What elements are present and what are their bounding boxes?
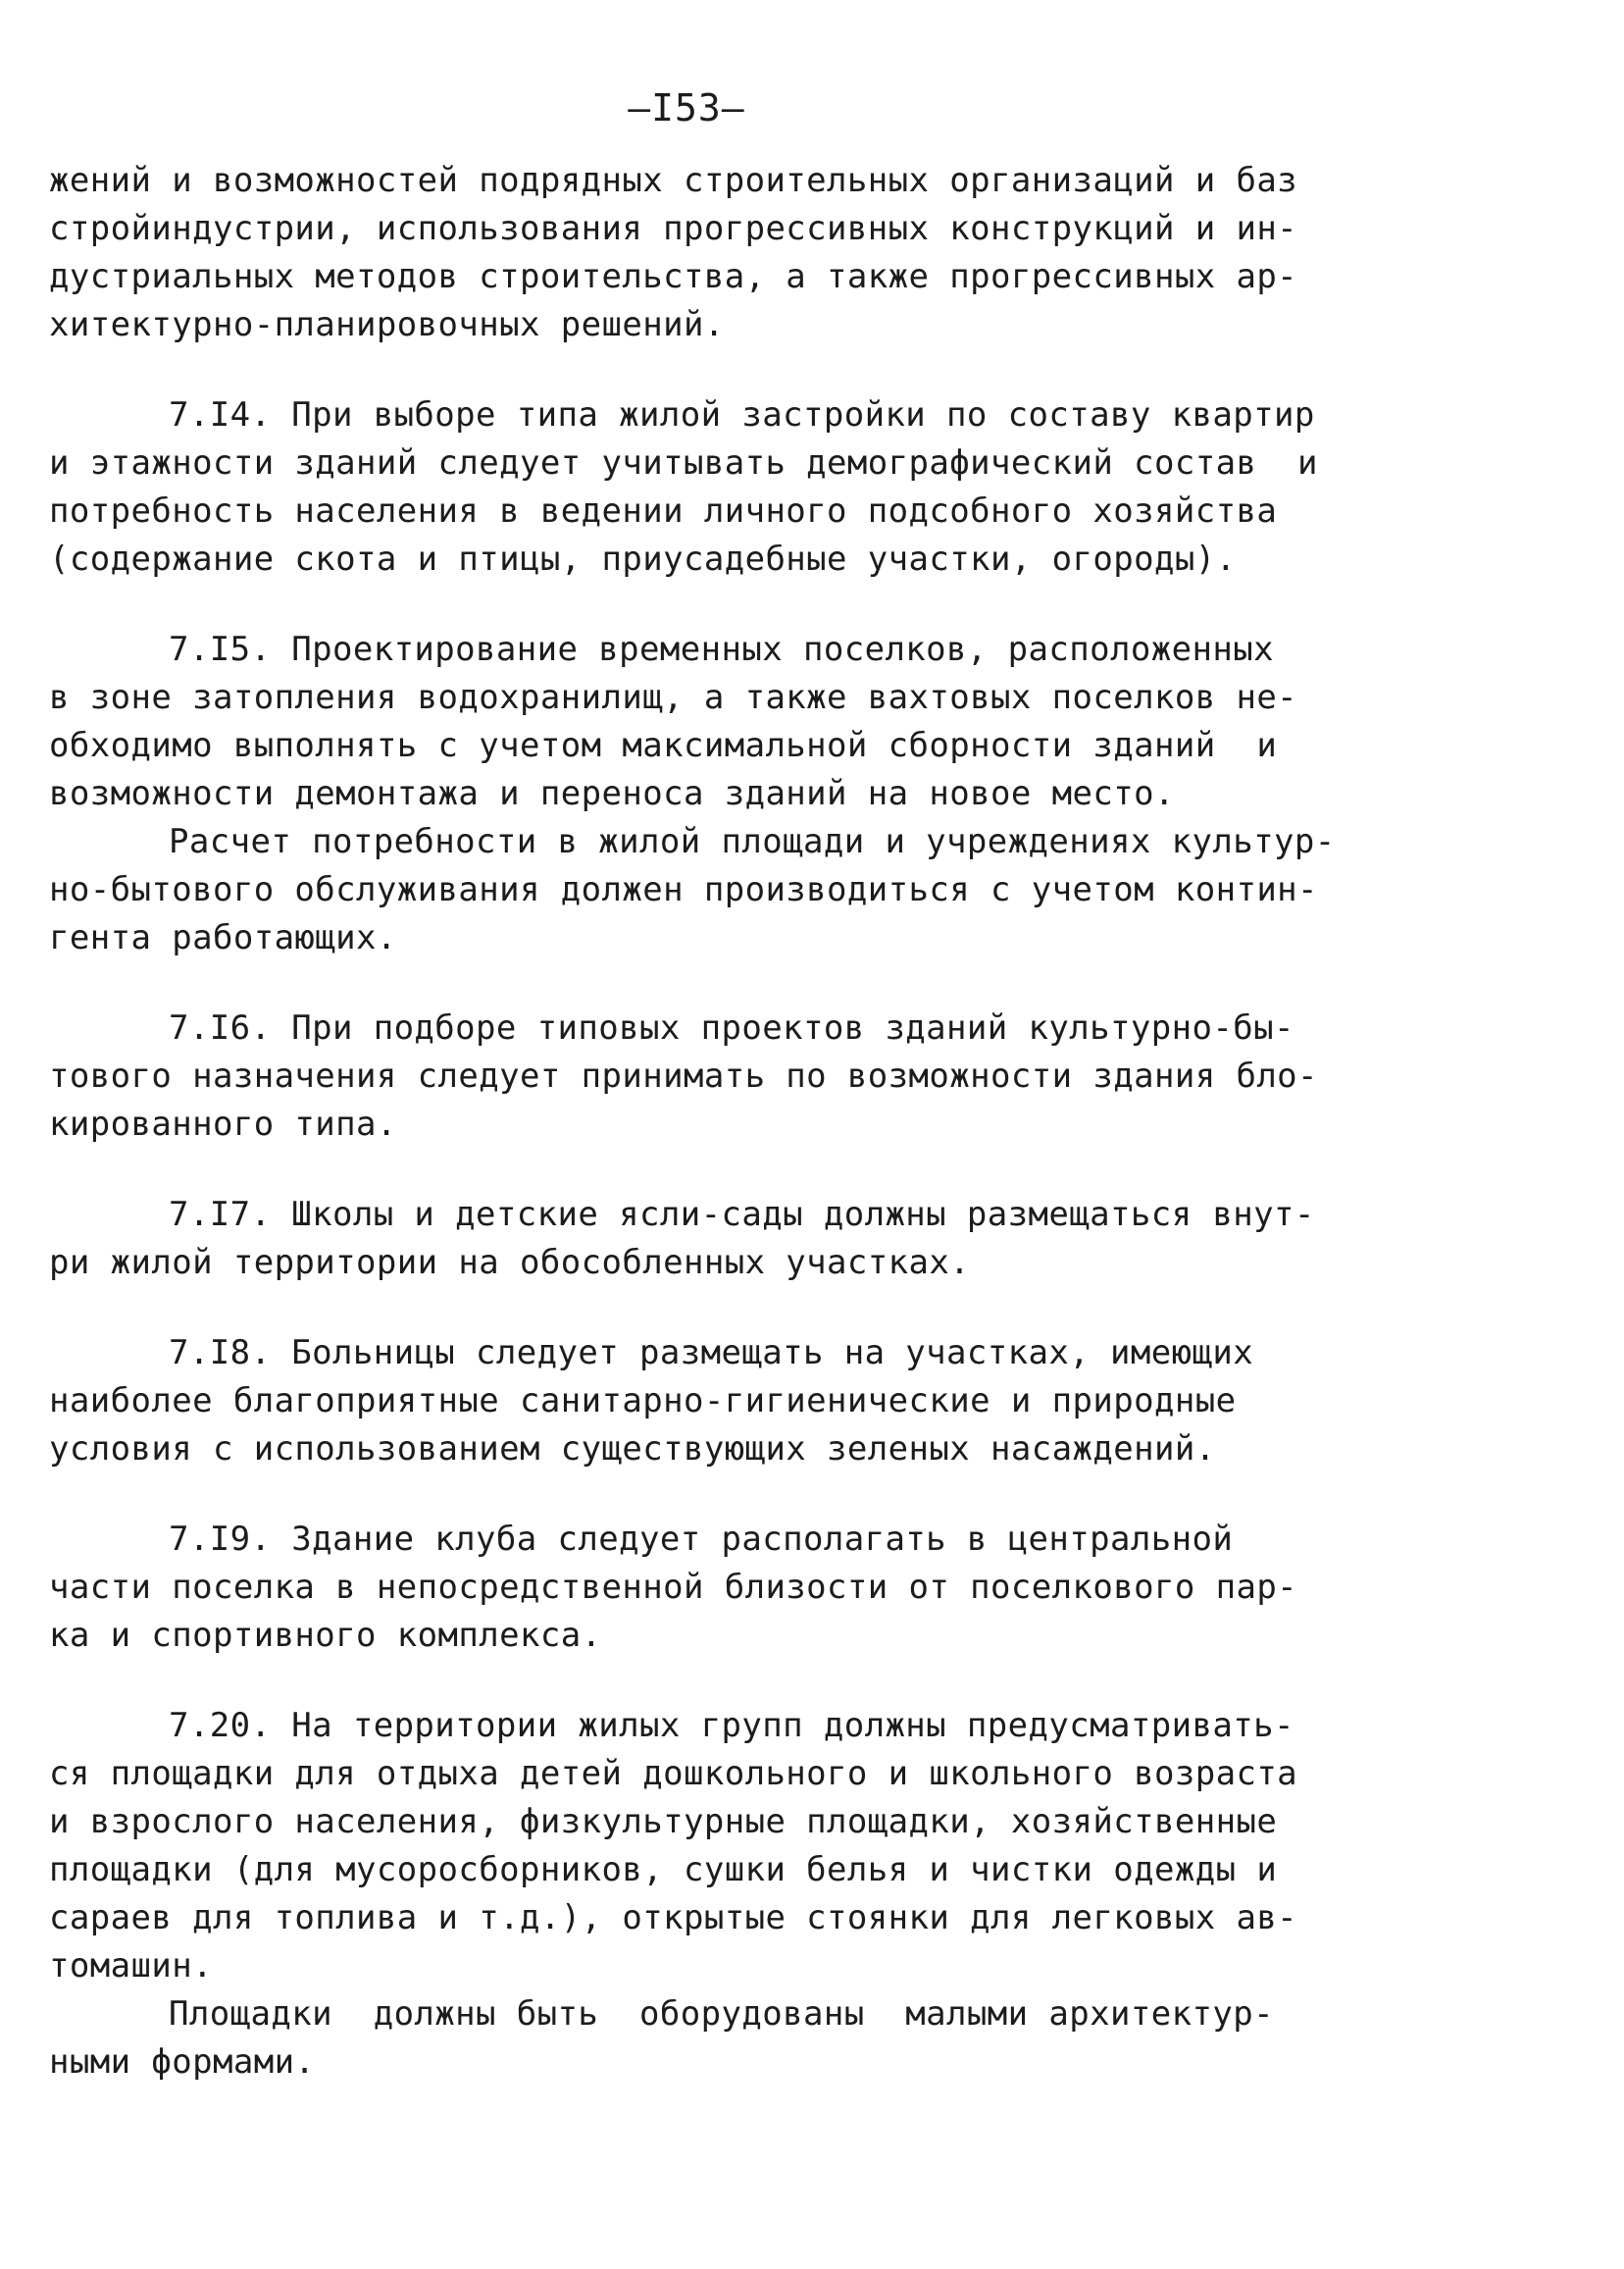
paragraph-spacer [49, 962, 1363, 1005]
text-line: и взрослого населения, физкультурные площадки, хозяйственные [49, 1802, 1278, 1841]
text-line: наиболее благоприятные санитарно-гигиенические и природные [49, 1381, 1237, 1420]
text-line: 7.I7. Школы и детские ясли-сады должны размещаться внут- [169, 1195, 1315, 1234]
text-line: площадки (для мусоросборников, сушки белья и чистки одежды и [49, 1850, 1278, 1889]
text-line: и этажности зданий следует учитывать демографический состав и [49, 443, 1318, 483]
text-line: ри жилой территории на обособленных участках. [49, 1243, 971, 1282]
text-line: жений и возможностей подрядных строительных организаций и баз [49, 161, 1298, 200]
document-body [49, 157, 1363, 2087]
text-line: тового назначения следует принимать по возможности здания бло- [49, 1057, 1318, 1096]
paragraph-7-15 [49, 626, 1363, 818]
text-line: 7.20. На территории жилых групп должны предусматривать- [169, 1706, 1294, 1745]
text-line: гента работающих. [49, 918, 397, 957]
text-line: обходимо выполнять с учетом максимальной сборности зданий и [49, 726, 1278, 765]
text-line: потребность населения в ведении личного подсобного хозяйства [49, 491, 1278, 531]
text-line: Площадки должны быть оборудованы малыми архитектур- [169, 1994, 1274, 2034]
paragraph-7-20-continued [49, 1990, 1363, 2087]
paragraph-spacer [49, 1473, 1363, 1516]
paragraph-7-19 [49, 1516, 1363, 1660]
text-line: но-бытового обслуживания должен производиться с учетом контин- [49, 870, 1318, 909]
text-line: хитектурно-планировочных решений. [49, 305, 725, 344]
text-line: Расчет потребности в жилой площади и учреждениях культур- [169, 822, 1336, 861]
text-line: возможности демонтажа и переноса зданий на новое место. [49, 774, 1175, 813]
paragraph-7-18 [49, 1329, 1363, 1473]
text-line: кированного типа. [49, 1105, 397, 1144]
paragraph-7-16 [49, 1005, 1363, 1149]
text-line: части поселка в непосредственной близости от поселкового пар- [49, 1568, 1298, 1607]
paragraph-7-20 [49, 1702, 1363, 1990]
page-number: —I53— [628, 86, 745, 129]
paragraph-spacer [49, 349, 1363, 391]
paragraph-spacer [49, 1149, 1363, 1191]
text-line: 7.I5. Проектирование временных поселков, расположенных [169, 630, 1274, 669]
paragraph-spacer [49, 1287, 1363, 1329]
text-line: ными формами. [49, 2042, 316, 2082]
text-line: 7.I6. При подборе типовых проектов зданий культурно-бы- [169, 1008, 1294, 1048]
paragraph-7-15-continued [49, 818, 1363, 962]
text-line: томашин. [49, 1946, 213, 1985]
text-line: (содержание скота и птицы, приусадебные участки, огороды). [49, 540, 1237, 579]
text-line: 7.I8. Больницы следует размещать на участках, имеющих [169, 1333, 1254, 1372]
paragraph-spacer [49, 584, 1363, 626]
text-line: условия с использованием существующих зеленых насаждений. [49, 1429, 1216, 1469]
paragraph-spacer [49, 1660, 1363, 1702]
text-line: 7.I4. При выборе типа жилой застройки по составу квартир [169, 395, 1315, 435]
paragraph-continuation [49, 157, 1363, 349]
text-line: ся площадки для отдыха детей дошкольного и школьного возраста [49, 1754, 1298, 1793]
text-line: сараев для топлива и т.д.), открытые стоянки для легковых ав- [49, 1898, 1298, 1937]
text-line: ка и спортивного комплекса. [49, 1616, 602, 1655]
paragraph-7-14 [49, 391, 1363, 584]
paragraph-7-17 [49, 1191, 1363, 1287]
text-line: стройиндустрии, использования прогрессивных конструкций и ин- [49, 209, 1298, 248]
text-line: в зоне затопления водохранилищ, а также вахтовых поселков не- [49, 678, 1298, 717]
text-line: дустриальных методов строительства, а также прогрессивных ар- [49, 257, 1298, 296]
text-line: 7.I9. Здание клуба следует располагать в центральной [169, 1520, 1234, 1559]
